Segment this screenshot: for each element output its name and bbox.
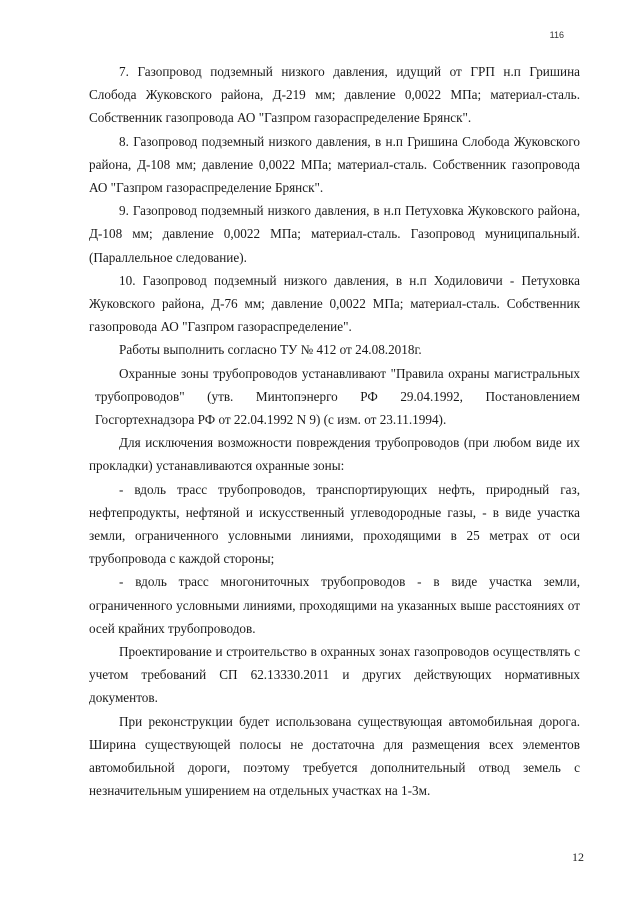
paragraph-item-8: 8. Газопровод подземный низкого давления, в н.п Гришина Слобода Жуковского района, Д-108 мм; давление 0,0022 МПа; материал-сталь. Собственник газопровода АО "Газпром газораспределение Брянск".	[89, 133, 580, 196]
header-page-ref: 116	[549, 30, 564, 40]
paragraph-bullet-multi: - вдоль трасс многониточных трубопроводов - в виде участка земли, ограниченного условными линиями, проходящими на указанных выше расстояниях от осей крайних трубопроводов.	[89, 574, 580, 636]
document-body	[89, 60, 580, 803]
paragraph-protection-zones: Охранные зоны трубопроводов устанавливают "Правила охраны магистральных трубопроводов" (утв. Минтопэнерго РФ 29.04.1992, Постановлением Госгортехнадзора РФ от 22.04.1992 N 9) (с изм. от 23.11.1994).	[95, 365, 580, 428]
paragraph-bullet-single: - вдоль трасс трубопроводов, транспортирующих нефть, природный газ, нефтепродукты, нефтяной и искусственный углеводородные газы, - в виде участка земли, ограниченного условными линиями, проходящими в 25 метрах от оси трубопровода с каждой стороны;	[89, 481, 580, 567]
paragraph-works: Работы выполнить согласно ТУ № 412 от 24.08.2018г.	[119, 342, 422, 358]
paragraph-design: Проектирование и строительство в охранных зонах газопроводов осуществлять с учетом требований СП 62.13330.2011 и других действующих нормативных документов.	[89, 644, 580, 706]
paragraph-item-9: 9. Газопровод подземный низкого давления, в н.п Петуховка Жуковского района, Д-108 мм; давление 0,0022 МПа; материал-сталь. Газопровод муниципальный. (Параллельное следование).	[89, 203, 580, 265]
paragraph-item-7: 7. Газопровод подземный низкого давления, идущий от ГРП н.п Гришина Слобода Жуковского района, Д-219 мм; давление 0,0022 МПа; материал-сталь. Собственник газопровода АО "Газпром газораспределение Брянск".	[89, 64, 580, 126]
paragraph-item-10: 10. Газопровод подземный низкого давления, в н.п Ходиловичи - Петуховка Жуковского района, Д-76 мм; давление 0,0022 МПа; материал-сталь. Собственник газопровода АО "Газпром газораспределение".	[89, 272, 580, 335]
paragraph-road: При реконструкции будет использована существующая автомобильная дорога. Ширина существующей полосы не достаточна для размещения всех элементов автомобильной дороги, поэтому требуется дополнительный отвод земель с незначительным уширением на отдельных участках на 1-3м.	[89, 713, 580, 799]
paragraph-exclusion: Для исключения возможности повреждения трубопроводов (при любом виде их прокладки) устанавливаются охранные зоны:	[89, 435, 580, 474]
page-number: 12	[572, 850, 584, 864]
